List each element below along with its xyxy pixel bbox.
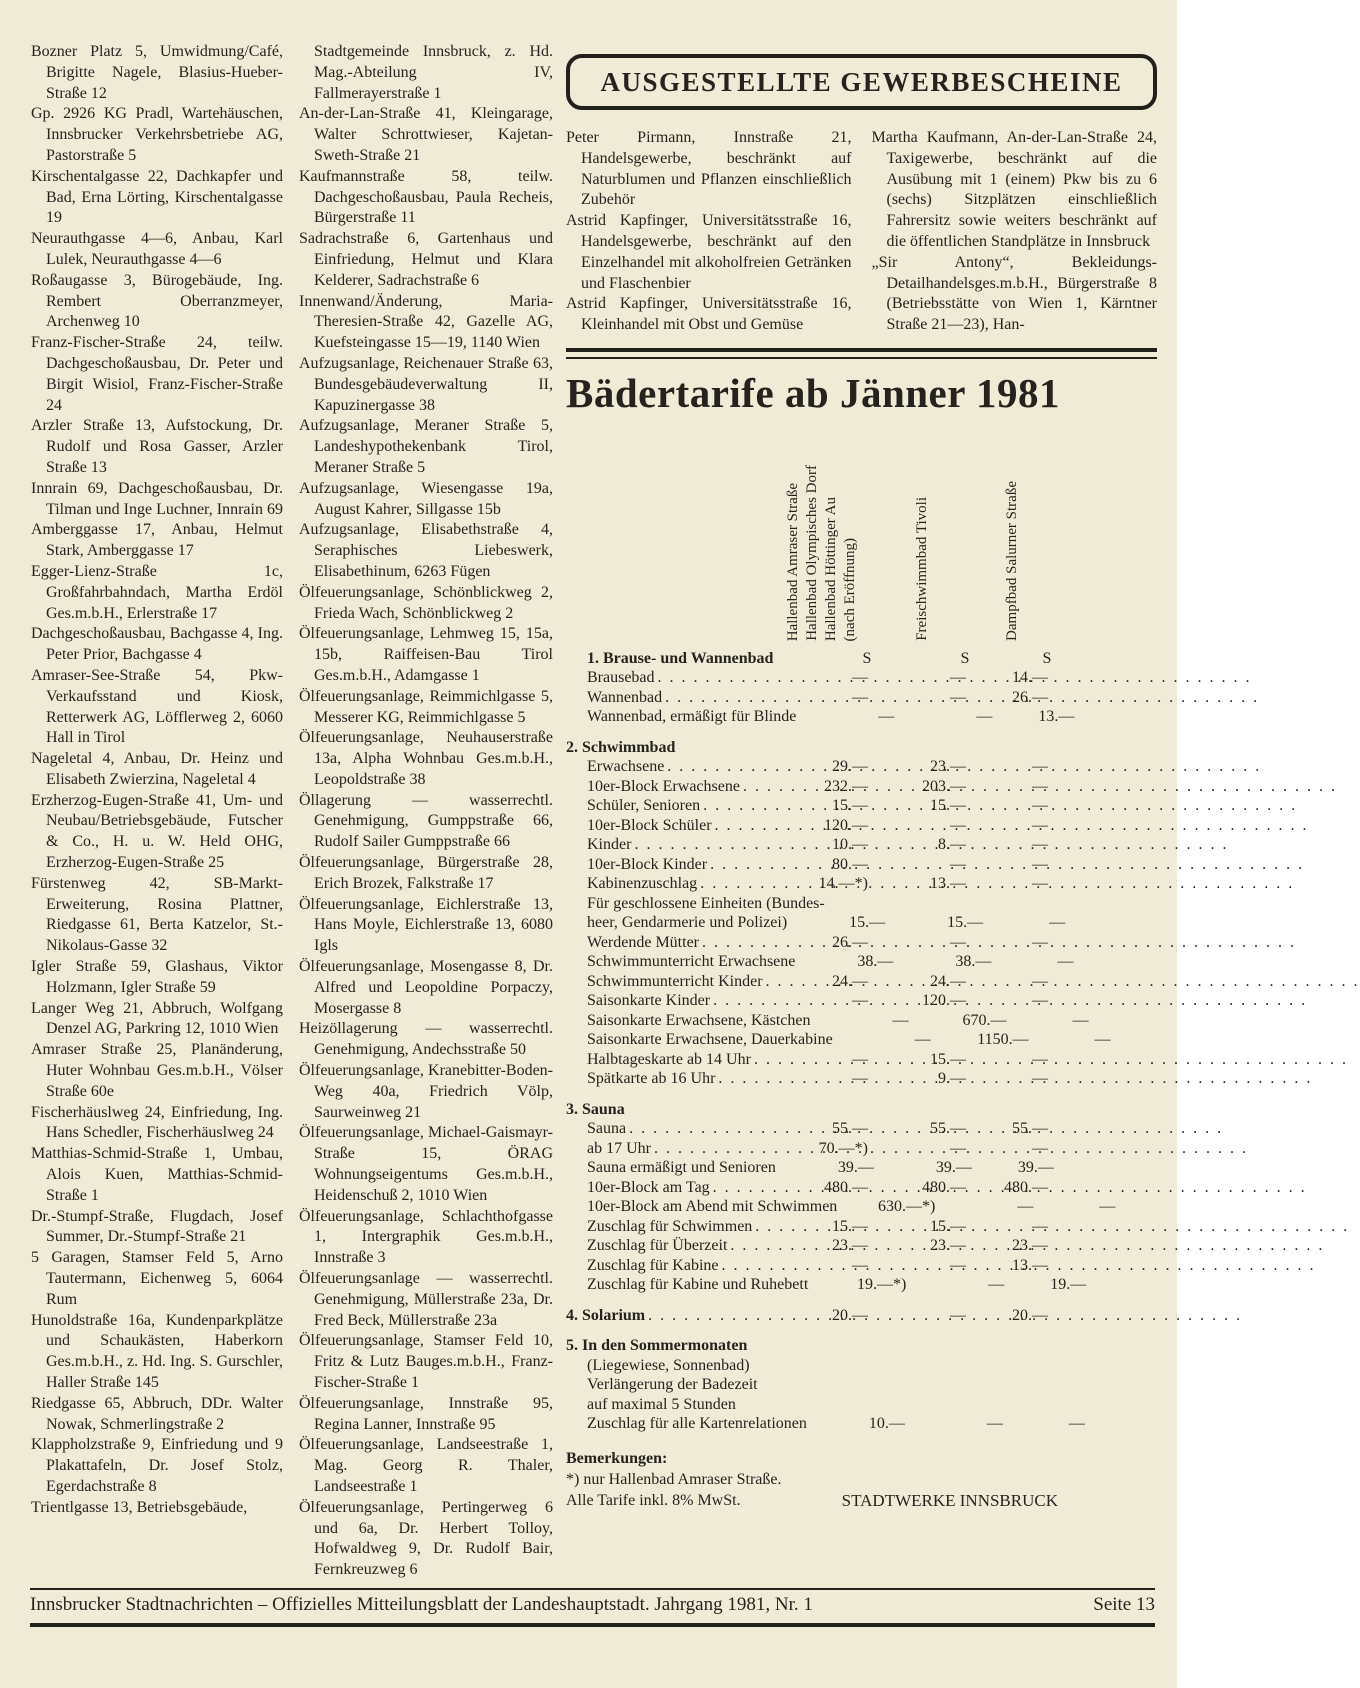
price-hallenbad: — bbox=[878, 708, 895, 726]
price-hallenbad: 10.— bbox=[868, 1415, 905, 1433]
page-footer bbox=[30, 1588, 1155, 1627]
price-dampfbad: — bbox=[1032, 836, 1048, 854]
classified-entry: Matthias-Schmid-Straße 1, Umbau, Alois Kuen, Matthias-Schmid-Straße 1 bbox=[31, 1145, 283, 1204]
tariff-line bbox=[566, 1336, 1058, 1356]
tariff-line bbox=[566, 1030, 1111, 1050]
price-hallenbad: 10.— bbox=[832, 836, 868, 854]
tariff-rows bbox=[566, 649, 1116, 1434]
tariff-line bbox=[566, 649, 1058, 669]
price-freischwimmbad: 55.— bbox=[930, 1120, 966, 1138]
tariff-line bbox=[566, 991, 1058, 1011]
classified-entry: Nageletal 4, Anbau, Dr. Heinz und Elisabeth Zwierzina, Nageletal 4 bbox=[31, 750, 283, 788]
classified-entry: Erzherzog-Eugen-Straße 41, Um- und Neubau/Betriebsgebäude, Futscher & Co., H. u. W. Held OHG, Erzherzog-Eugen-Straße 25 bbox=[31, 791, 283, 872]
price-dampfbad: 480.— bbox=[1004, 1178, 1048, 1196]
leader-dots bbox=[713, 1178, 773, 1198]
leader-dots bbox=[713, 991, 773, 1011]
classified-entry: Ölfeuerungsanlage, Kranebitter-Boden-Weg 40a, Friedrich Völp, Saurweinweg 21 bbox=[299, 1062, 553, 1121]
classified-entry: Hunoldstraße 16a, Kundenparkplätze und Schaukästen, Haberkorn Ges.m.b.H., z. Hd. Ing. S. Gurschler, Haller Straße 145 bbox=[31, 1311, 283, 1391]
gewerbeschein-entry: Martha Kaufmann, An-der-Lan-Straße 24, Taxigewerbe, beschränkt auf die Ausübung mit 1 (einem) Pkw bis zu 6 (sechs) Sitzplätzen einschließlich Fahrersitz sowie weiters beschränkt auf die öffentlichen Standplätze in Innsbruck bbox=[871, 129, 1157, 250]
tariff-label: Verlängerung der Badezeit bbox=[587, 1376, 758, 1394]
classified-entry: An-der-Lan-Straße 41, Kleingarage, Walter Schrottwieser, Kajetan-Sweth-Straße 21 bbox=[299, 105, 553, 164]
leader-dots bbox=[730, 1236, 773, 1256]
classified-entry: Dr.-Stumpf-Straße, Flugdach, Josef Summer, Dr.-Stumpf-Straße 21 bbox=[31, 1207, 283, 1246]
classified-entry: Ölfeuerungsanlage, Schlachthofgasse 1, Intergraphik Ges.m.b.H., Innstraße 3 bbox=[299, 1207, 553, 1267]
classified-entry: Riedgasse 65, Abbruch, DDr. Walter Nowak, Schmerlingstraße 2 bbox=[31, 1394, 283, 1433]
tariff-line bbox=[566, 757, 1058, 777]
price-freischwimmbad: — bbox=[950, 933, 966, 951]
classified-entry: Innenwand/Änderung, Maria-Theresien-Straße 42, Gazelle AG, Kuefsteingasse 15—19, 1140 Wien bbox=[299, 292, 553, 352]
price-hallenbad: — bbox=[892, 1011, 909, 1029]
leader-dots bbox=[766, 972, 773, 992]
tariff-line bbox=[566, 1011, 1089, 1031]
classifieds-column-2 bbox=[299, 42, 553, 1579]
tariff-line bbox=[566, 933, 1058, 953]
price-hallenbad: 15.— bbox=[849, 914, 886, 932]
price-freischwimmbad: — bbox=[976, 708, 993, 726]
tariff-label: Zuschlag für Schwimmen bbox=[587, 1217, 753, 1235]
price-dampfbad: — bbox=[1057, 953, 1074, 971]
tariff-label: Zuschlag für Kabine bbox=[587, 1256, 719, 1274]
tariff-line bbox=[566, 1119, 1058, 1139]
tariff-label: Saisonkarte Erwachsene, Dauerkabine bbox=[587, 1031, 833, 1049]
classified-entry: Amraser-See-Straße 54, Pkw-Verkaufsstand und Kiosk, Retterwerk AG, Löfflerweg 2, 6060 Hall in Tirol bbox=[31, 666, 283, 747]
classified-entry: Ölfeuerungsanlage, Landseestraße 1, Mag. Georg R. Thaler, Landseestraße 1 bbox=[299, 1436, 553, 1495]
tariff-line bbox=[566, 1414, 1085, 1434]
price-dampfbad: — bbox=[1032, 797, 1048, 815]
tariff-label: (Liegewiese, Sonnenbad) bbox=[587, 1356, 750, 1374]
leader-dots bbox=[722, 1256, 773, 1276]
price-hallenbad: — bbox=[914, 1031, 931, 1049]
tariff-line bbox=[566, 1139, 1058, 1159]
price-freischwimmbad: S bbox=[960, 649, 970, 667]
rotated-column-header: Freischwimmbad Tivoli bbox=[913, 497, 930, 641]
header-group-dampfbad bbox=[976, 481, 1058, 641]
price-freischwimmbad: — bbox=[950, 688, 966, 706]
tariff-line bbox=[566, 1050, 1058, 1070]
tariff-line bbox=[566, 1158, 1058, 1178]
gewerbescheine-headline-box bbox=[566, 54, 1157, 110]
price-dampfbad: — bbox=[1032, 933, 1048, 951]
tariff-label: ab 17 Uhr bbox=[587, 1139, 651, 1157]
tariff-table bbox=[566, 423, 1116, 1511]
tariff-line bbox=[566, 796, 1058, 816]
price-freischwimmbad: 1150.— bbox=[977, 1031, 1029, 1049]
tariff-label: Erwachsene bbox=[587, 758, 665, 776]
price-dampfbad: — bbox=[1049, 914, 1066, 932]
leader-dots bbox=[702, 933, 773, 953]
classified-entry: Trientlgasse 13, Betriebsgebäude, bbox=[31, 1498, 248, 1516]
tariff-column-headers bbox=[566, 423, 1058, 641]
classified-entry: Ölfeuerungsanlage, Eichlerstraße 13, Hans Moyle, Eichlerstraße 13, 6080 Igls bbox=[299, 895, 553, 955]
classified-entry: Gp. 2926 KG Pradl, Wartehäuschen, Innsbrucker Verkehrsbetriebe AG, Pastorstraße 5 bbox=[31, 105, 283, 164]
price-hallenbad: — bbox=[852, 992, 868, 1010]
classified-entry: Ölfeuerungsanlage, Stamser Feld 10, Fritz & Lutz Bauges.m.b.H., Franz-Fischer-Straße 1 bbox=[299, 1332, 553, 1391]
classified-entry: Ölfeuerungsanlage, Lehmweg 15, 15a, 15b, Raiffeisen-Bau Tirol Ges.m.b.H., Adamgasse 1 bbox=[299, 625, 553, 684]
leader-dots bbox=[754, 1050, 773, 1070]
tariff-line bbox=[566, 952, 1074, 972]
classified-entry: Aufzugsanlage, Wiesengasse 19a, August Kahrer, Sillgasse 15b bbox=[299, 479, 553, 518]
tariff-line bbox=[566, 707, 1075, 727]
price-dampfbad: — bbox=[1068, 1415, 1085, 1433]
tariff-label: Für geschlossene Einheiten (Bundes- bbox=[587, 894, 825, 912]
price-dampfbad: — bbox=[1032, 758, 1048, 776]
classifieds-column-1 bbox=[31, 42, 283, 1567]
tariff-label: Werdende Mütter bbox=[587, 933, 699, 951]
classified-entry: 5 Garagen, Stamser Feld 5, Arno Tautermann, Eichenweg 5, 6064 Rum bbox=[31, 1249, 283, 1308]
remark-line: Alle Tarife inkl. 8% MwSt. bbox=[566, 1491, 741, 1509]
tariff-line bbox=[566, 1100, 1058, 1120]
leader-dots bbox=[700, 874, 773, 894]
price-dampfbad: — bbox=[1032, 1217, 1048, 1235]
tariff-line bbox=[566, 835, 1058, 855]
signature: STADTWERKE INNSBRUCK bbox=[841, 1490, 1058, 1510]
price-hallenbad: 232.— bbox=[824, 777, 868, 795]
tariff-line bbox=[566, 1256, 1058, 1276]
classified-entry: Ölfeuerungsanlage, Bürgerstraße 28, Erich Brozek, Falkstraße 17 bbox=[299, 854, 553, 892]
price-hallenbad: 630.—*) bbox=[877, 1198, 936, 1216]
classified-entry: Ölfeuerungsanlage, Pertingerweg 6 und 6a, Dr. Herbert Tolloy, Hofwaldweg 9, Dr. Rudolf Bair, Fernkreuzweg 6 bbox=[299, 1498, 553, 1579]
price-dampfbad: 13.— bbox=[1012, 1256, 1048, 1274]
price-dampfbad: — bbox=[1032, 816, 1048, 834]
price-freischwimmbad: — bbox=[950, 669, 966, 687]
classified-entry: Stadtgemeinde Innsbruck, z. Hd. Mag.-Abteilung IV, Fallmerayerstraße 1 bbox=[314, 43, 553, 102]
tariff-label: 10er-Block Schüler bbox=[587, 816, 712, 834]
classified-entry: Ölfeuerungsanlage, Michael-Gaismayr-Straße 15, ÖRAG Wohnungseigentums Ges.m.b.H., Heidenschuß 2, 1010 Wien bbox=[299, 1124, 553, 1204]
price-hallenbad: 23.— bbox=[832, 1237, 868, 1255]
classified-entry: Bozner Platz 5, Umwidmung/Café, Brigitte Nagele, Blasius-Hueber-Straße 12 bbox=[31, 43, 283, 102]
price-hallenbad: 80.— bbox=[832, 855, 868, 873]
price-freischwimmbad: — bbox=[950, 816, 966, 834]
tariff-label: auf maximal 5 Stunden bbox=[587, 1395, 736, 1413]
price-hallenbad: 39.— bbox=[837, 1159, 874, 1177]
classified-entry: Aufzugsanlage, Elisabethstraße 4, Seraphisches Liebeswerk, Elisabethinum, 6263 Fügen bbox=[299, 521, 553, 580]
price-hallenbad: — bbox=[852, 688, 868, 706]
classified-entry: Ölfeuerungsanlage, Mosengasse 8, Dr. Alfred und Leopoldine Porpaczy, Mosergasse 8 bbox=[299, 958, 553, 1017]
tariff-line bbox=[566, 777, 1058, 797]
tariff-line bbox=[566, 1217, 1058, 1237]
price-dampfbad: 13.— bbox=[1038, 708, 1075, 726]
price-freischwimmbad: 480.— bbox=[922, 1178, 966, 1196]
price-freischwimmbad: 15.— bbox=[930, 1050, 966, 1068]
classified-entry: Neurauthgasse 4—6, Anbau, Karl Lulek, Neurauthgasse 4—6 bbox=[31, 230, 283, 268]
price-freischwimmbad: 15.— bbox=[947, 914, 984, 932]
classified-entry: Roßaugasse 3, Bürogebäude, Ing. Rembert Oberranzmeyer, Archenweg 10 bbox=[31, 271, 283, 331]
price-hallenbad: — bbox=[852, 669, 868, 687]
price-freischwimmbad: 38.— bbox=[955, 953, 992, 971]
classified-entry: Aufzugsanlage, Reichenauer Straße 63, Bundesgebäudeverwaltung II, Kapuzinergasse 38 bbox=[299, 354, 553, 414]
classified-entry: Arzler Straße 13, Aufstockung, Dr. Rudolf und Rosa Gasser, Arzler Straße 13 bbox=[31, 417, 283, 476]
price-freischwimmbad: 8.— bbox=[938, 836, 966, 854]
price-dampfbad: S bbox=[1042, 649, 1052, 667]
price-freischwimmbad: — bbox=[986, 1415, 1003, 1433]
price-dampfbad: — bbox=[1032, 1070, 1048, 1088]
price-dampfbad: 20.— bbox=[1012, 1306, 1048, 1324]
tariff-label: Spätkarte ab 16 Uhr bbox=[587, 1070, 716, 1088]
header-group-freischwimmbad bbox=[878, 497, 976, 641]
price-dampfbad: 14.— bbox=[1012, 669, 1048, 687]
leader-dots bbox=[648, 1306, 773, 1326]
classified-entry: Heizöllagerung — wasserrechtl. Genehmigung, Andechsstraße 50 bbox=[299, 1020, 553, 1059]
tariff-label: 1. Brause- und Wannenbad bbox=[587, 649, 774, 667]
price-freischwimmbad: — bbox=[950, 1256, 966, 1274]
price-freischwimmbad: 24.— bbox=[930, 972, 966, 990]
tariff-line bbox=[566, 1197, 1116, 1217]
price-freischwimmbad: 9.— bbox=[938, 1070, 966, 1088]
price-dampfbad: 26.— bbox=[1012, 688, 1048, 706]
classified-entry: Dachgeschoßausbau, Bachgasse 4, Ing. Peter Prior, Bachgasse 4 bbox=[31, 625, 283, 664]
gewerbescheine-column-2 bbox=[872, 128, 1158, 336]
price-freischwimmbad: — bbox=[950, 1139, 966, 1157]
tariff-line bbox=[566, 688, 1058, 708]
classified-entry: Langer Weg 21, Abbruch, Wolfgang Denzel AG, Parkring 12, 1010 Wien bbox=[31, 999, 283, 1038]
price-freischwimmbad: 23.— bbox=[930, 758, 966, 776]
tariff-line bbox=[566, 855, 1058, 875]
price-dampfbad: — bbox=[1032, 875, 1048, 893]
price-dampfbad: — bbox=[1032, 992, 1048, 1010]
price-dampfbad: 23.— bbox=[1012, 1237, 1048, 1255]
price-hallenbad: 26.— bbox=[832, 933, 868, 951]
tariff-label: Zuschlag für Überzeit bbox=[587, 1237, 728, 1255]
leader-dots bbox=[665, 688, 773, 708]
price-hallenbad: 15.— bbox=[832, 797, 868, 815]
tariff-label: 3. Sauna bbox=[566, 1100, 625, 1118]
price-hallenbad: 29.— bbox=[832, 758, 868, 776]
classified-entry: Fischerhäuslweg 24, Einfriedung, Ing. Hans Schedler, Fischerhäuslweg 24 bbox=[31, 1103, 283, 1142]
classified-entry: Fürstenweg 42, SB-Markt-Erweiterung, Rosina Plattner, Riedgasse 61, Berta Katzelor, St.-Nikolaus-Gasse 32 bbox=[31, 874, 283, 955]
classified-entry: Aufzugsanlage, Meraner Straße 5, Landeshypothekenbank Tirol, Meraner Straße 5 bbox=[299, 417, 553, 476]
price-hallenbad: — bbox=[852, 1256, 868, 1274]
remarks-block bbox=[566, 1448, 1058, 1511]
leader-dots bbox=[658, 668, 773, 688]
price-freischwimmbad: 203.— bbox=[922, 777, 966, 795]
price-dampfbad: — bbox=[1072, 1011, 1089, 1029]
price-freischwimmbad: 15.— bbox=[930, 797, 966, 815]
classified-entry: Ölfeuerungsanlage, Neuhauserstraße 13a, Alpha Wohnbau Ges.m.b.H., Leopoldstraße 38 bbox=[299, 729, 553, 788]
price-freischwimmbad: — bbox=[950, 1306, 966, 1324]
tariff-label: 5. In den Sommermonaten bbox=[566, 1337, 748, 1355]
rotated-column-header: Dampfbad Salurner Straße bbox=[1003, 481, 1020, 641]
header-group-hallenbad bbox=[776, 465, 878, 641]
classified-entry: Ölfeuerungsanlage, Innstraße 95, Regina Lanner, Innstraße 95 bbox=[299, 1394, 553, 1433]
tariff-line bbox=[566, 972, 1058, 992]
classified-entry: Ölfeuerungsanlage, Reimmichlgasse 5, Messerer KG, Reimmichlgasse 5 bbox=[299, 687, 553, 726]
tariff-line bbox=[566, 1275, 1087, 1295]
tariff-line bbox=[566, 894, 1058, 914]
leader-dots bbox=[667, 757, 773, 777]
price-freischwimmbad: — bbox=[988, 1276, 1005, 1294]
price-freischwimmbad: — bbox=[1017, 1198, 1034, 1216]
tariff-label: Schwimmunterricht Kinder bbox=[587, 972, 763, 990]
footer-masthead: Innsbrucker Stadtnachrichten – Offizielles Mitteilungsblatt der Landeshauptstadt. Jahrgang 1981, Nr. 1 bbox=[30, 1594, 813, 1615]
leader-dots bbox=[743, 777, 773, 797]
tariff-label: 2. Schwimmbad bbox=[566, 738, 676, 756]
classified-entry: Klappholzstraße 9, Einfriedung und 9 Plakattafeln, Dr. Josef Stolz, Egerdachstraße 8 bbox=[31, 1436, 283, 1495]
tariff-label: 10er-Block am Abend mit Schwimmen bbox=[587, 1198, 838, 1216]
tariff-label: 4. Solarium bbox=[566, 1306, 646, 1324]
tariff-label: Kinder bbox=[587, 836, 632, 854]
leader-dots bbox=[634, 835, 773, 855]
tariff-label: 10er-Block am Tag bbox=[587, 1178, 710, 1196]
price-hallenbad: — bbox=[852, 1070, 868, 1088]
price-dampfbad: — bbox=[1094, 1031, 1111, 1049]
leader-dots bbox=[710, 855, 773, 875]
gewerbescheine-columns bbox=[566, 128, 1157, 336]
tariff-line bbox=[566, 1178, 1058, 1198]
tariff-line bbox=[566, 1069, 1058, 1089]
tariff-label: Saisonkarte Erwachsene, Kästchen bbox=[587, 1011, 811, 1029]
rotated-column-header: Hallenbad Amraser Straße bbox=[785, 482, 801, 641]
leader-dots bbox=[629, 1119, 773, 1139]
tariff-label: Schüler, Senioren bbox=[587, 797, 701, 815]
tariff-line bbox=[566, 1236, 1058, 1256]
tariff-label: Wannenbad, ermäßigt für Blinde bbox=[587, 708, 797, 726]
classified-entry: Ölfeuerungsanlage — wasserrechtl. Genehmigung, Müllerstraße 23a, Dr. Fred Beck, Müllerstraße 23a bbox=[299, 1270, 553, 1329]
tariff-label: Sauna bbox=[587, 1120, 627, 1138]
leader-dots bbox=[718, 1069, 773, 1089]
gewerbescheine-column-1 bbox=[566, 128, 852, 336]
price-hallenbad: 20.— bbox=[832, 1306, 868, 1324]
price-freischwimmbad: 39.— bbox=[935, 1159, 972, 1177]
rotated-column-header: Hallenbad Olympisches Dorf bbox=[804, 465, 820, 641]
tariff-label: 10er-Block Kinder bbox=[587, 855, 708, 873]
tariff-label: Schwimmunterricht Erwachsene bbox=[587, 953, 796, 971]
baedertarife-title: Bädertarife ab Jänner 1981 bbox=[566, 369, 1060, 416]
classified-entry: Amberggasse 17, Anbau, Helmut Stark, Amberggasse 17 bbox=[31, 521, 283, 560]
classified-entry: Sadrachstraße 6, Gartenhaus und Einfriedung, Helmut und Klara Kelderer, Sadrachstraße 6 bbox=[299, 230, 553, 289]
classified-entry: Egger-Lienz-Straße 1c, Großfahrbahndach, Martha Erdöl Ges.m.b.H., Erlerstraße 17 bbox=[31, 562, 283, 622]
price-freischwimmbad: 15.— bbox=[930, 1217, 966, 1235]
price-hallenbad: 14.—*) bbox=[818, 875, 868, 893]
leader-dots bbox=[703, 796, 773, 816]
tariff-label: Sauna ermäßigt und Senioren bbox=[587, 1159, 776, 1177]
tariff-label: Brausebad bbox=[587, 669, 655, 687]
price-hallenbad: 70.—*) bbox=[818, 1139, 868, 1157]
remark-line: *) nur Hallenbad Amraser Straße. bbox=[566, 1470, 782, 1488]
price-freischwimmbad: — bbox=[950, 855, 966, 873]
remarks-heading: Bemerkungen: bbox=[566, 1449, 668, 1467]
tariff-line bbox=[566, 874, 1058, 894]
tariff-label: Wannenbad bbox=[587, 688, 663, 706]
classified-entry: Amraser Straße 25, Planänderung, Huter Wohnbau Ges.m.b.H., Völser Straße 60e bbox=[31, 1041, 283, 1100]
gewerbeschein-entry: Astrid Kapfinger, Universitätsstraße 16, Kleinhandel mit Obst und Gemüse bbox=[566, 295, 852, 334]
gewerbeschein-entry: Astrid Kapfinger, Universitätsstraße 16, Handelsgewerbe, beschränkt auf den Einzelhandel mit alkoholfreien Getränken und Flaschenbier bbox=[566, 212, 852, 292]
price-dampfbad: — bbox=[1032, 1139, 1048, 1157]
price-dampfbad: 55.— bbox=[1012, 1120, 1048, 1138]
price-freischwimmbad: 670.— bbox=[962, 1011, 1007, 1029]
classified-entry: Kaufmannstraße 58, teilw. Dachgeschoßausbau, Paula Recheis, Bürgerstraße 11 bbox=[299, 167, 553, 227]
tariff-label: Zuschlag für alle Kartenrelationen bbox=[587, 1415, 807, 1433]
price-hallenbad: 38.— bbox=[857, 953, 894, 971]
price-dampfbad: — bbox=[1099, 1198, 1116, 1216]
classified-entry: Innrain 69, Dachgeschoßausbau, Dr. Tilman und Inge Luchner, Innrain 69 bbox=[31, 479, 283, 518]
rotated-column-header: Hallenbad Höttinger Au bbox=[823, 496, 839, 641]
price-hallenbad: 55.— bbox=[832, 1120, 868, 1138]
gewerbescheine-title: AUSGESTELLTE GEWERBESCHEINE bbox=[600, 67, 1123, 97]
price-dampfbad: — bbox=[1032, 777, 1048, 795]
tariff-label: heer, Gendarmerie und Polizei) bbox=[587, 914, 788, 932]
leader-dots bbox=[715, 816, 773, 836]
rotated-column-header: (nach Eröffnung) bbox=[842, 537, 858, 641]
price-hallenbad: 19.—*) bbox=[856, 1276, 907, 1294]
tariff-line bbox=[566, 738, 1058, 758]
price-hallenbad: — bbox=[852, 1050, 868, 1068]
price-hallenbad: 480.— bbox=[824, 1178, 868, 1196]
price-hallenbad: 24.— bbox=[832, 972, 868, 990]
classified-entry: Igler Straße 59, Glashaus, Viktor Holzmann, Igler Straße 59 bbox=[31, 958, 283, 996]
price-hallenbad: S bbox=[862, 649, 872, 667]
gewerbeschein-entry: Peter Pirmann, Innstraße 21, Handelsgewerbe, beschränkt auf Naturblumen und Pflanzen einschließlich Zubehör bbox=[566, 129, 852, 209]
tariff-line bbox=[566, 1356, 1058, 1376]
tariff-line bbox=[566, 1395, 1058, 1415]
price-hallenbad: 120.— bbox=[824, 816, 868, 834]
price-dampfbad: 39.— bbox=[1017, 1159, 1054, 1177]
tariff-label: Halbtageskarte ab 14 Uhr bbox=[587, 1050, 751, 1068]
price-freischwimmbad: 23.— bbox=[930, 1237, 966, 1255]
right-section bbox=[566, 42, 1157, 1511]
gewerbeschein-entry: „Sir Antony“, Bekleidungs-Detailhandelsges.m.b.H., Bürgerstraße 8 (Betriebsstätte von Wien 1, Kärntner Straße 21—23), Han- bbox=[871, 253, 1157, 334]
footer-page-number: Seite 13 bbox=[1093, 1594, 1155, 1615]
tariff-label: 10er-Block Erwachsene bbox=[587, 777, 740, 795]
tariff-line bbox=[566, 1375, 1058, 1395]
tariff-line bbox=[566, 913, 1066, 933]
price-dampfbad: — bbox=[1032, 972, 1048, 990]
classified-entry: Öllagerung — wasserrechtl. Genehmigung, Gumppstraße 66, Rudolf Sailer Gumppstraße 66 bbox=[299, 791, 553, 851]
tariff-label: Kabinenzuschlag bbox=[587, 875, 698, 893]
price-dampfbad: 19.— bbox=[1050, 1276, 1087, 1294]
classified-entry: Franz-Fischer-Straße 24, teilw. Dachgeschoßausbau, Dr. Peter und Birgit Wisiol, Franz-Fischer-Straße 24 bbox=[31, 334, 283, 414]
tariff-line bbox=[566, 668, 1058, 688]
price-freischwimmbad: 13.— bbox=[930, 875, 966, 893]
price-dampfbad: — bbox=[1032, 1050, 1048, 1068]
price-dampfbad: — bbox=[1032, 855, 1048, 873]
tariff-label: Saisonkarte Kinder bbox=[587, 992, 711, 1010]
price-freischwimmbad: 120.— bbox=[922, 992, 966, 1010]
tariff-line bbox=[566, 816, 1058, 836]
section-divider-rule bbox=[566, 348, 1157, 359]
leader-dots bbox=[654, 1139, 773, 1159]
price-hallenbad: 15.— bbox=[832, 1217, 868, 1235]
classified-entry: Ölfeuerungsanlage, Schönblickweg 2, Frieda Wach, Schönblickweg 2 bbox=[299, 583, 553, 622]
tariff-line bbox=[566, 1306, 1058, 1326]
leader-dots bbox=[755, 1217, 773, 1237]
tariff-label: Zuschlag für Kabine und Ruhebett bbox=[587, 1276, 809, 1294]
classified-entry: Kirschentalgasse 22, Dachkapfer und Bad, Erna Lörting, Kirschentalgasse 19 bbox=[31, 167, 283, 227]
